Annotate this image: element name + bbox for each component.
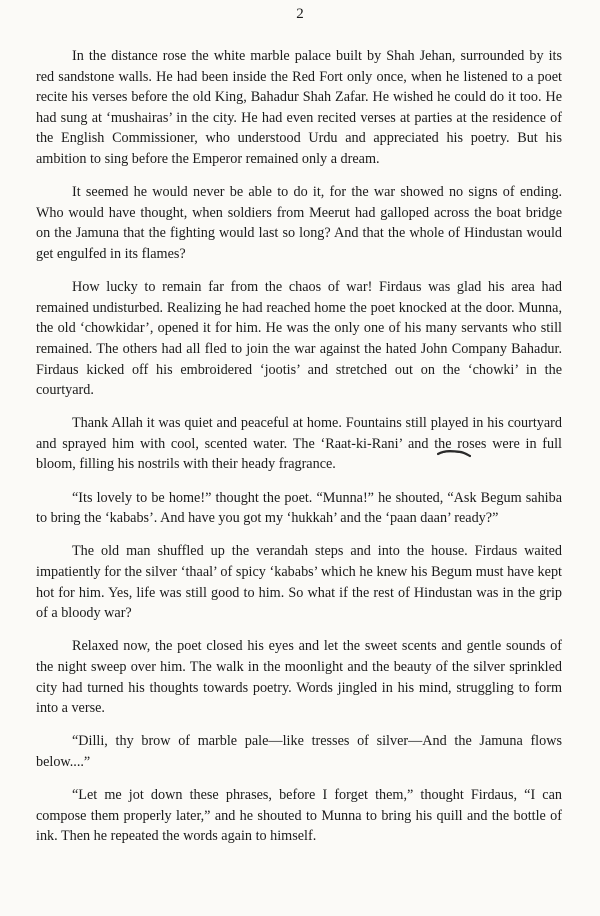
- story-text: [36, 46, 562, 847]
- paragraph-3: How lucky to remain far from the chaos of war! Firdaus was glad his area had remained undisturbed. Realizing he had reached home the poet knocked at the door. Munna, the old ‘chowkidar’, opened it for him. He was the only one of his many servants who still remained. The others had all fled to join the war against the hated John Company Bahadur. Firdaus kicked off his embroidered ‘jootis’ and stretched out on the ‘chowki’ in the courtyard.: [36, 279, 562, 399]
- paragraph-5: “Its lovely to be home!” thought the poet. “Munna!” he shouted, “Ask Begum sahiba to bring the ‘kababs’. And have you got my ‘hukkah’ and the ‘paan daan’ ready?”: [36, 489, 562, 527]
- paragraph-4: Thank Allah it was quiet and peaceful at home. Fountains still played in his courtyard and sprayed him with cool, scented water. The ‘Raat-ki-Rani’ and the roses were in full bloom, filling his nostrils with their heady fragrance.: [36, 415, 562, 473]
- paragraph-9: “Let me jot down these phrases, before I forget them,” thought Firdaus, “I can compose them properly later,” and he shouted to Munna to bring his quill and the bottle of ink. Then he repeated the words again to himself.: [36, 787, 562, 845]
- page-number: 2: [296, 6, 304, 22]
- ink-smudge-mark: [437, 448, 471, 458]
- paragraph-1: In the distance rose the white marble palace built by Shah Jehan, surrounded by its red sandstone walls. He had been inside the Red Fort only once, when he listened to a poet recite his verses before the old King, Bahadur Shah Zafar. He wished he could do it too. He had sung at ‘mushairas’ in the city. He had even recited verses at parties at the residence of the English Commissioner, who understood Urdu and appreciated his poetry. But his ambition to sing before the Emperor remained only a dream.: [36, 48, 562, 167]
- paragraph-8: “Dilli, thy brow of marble pale—like tresses of silver—And the Jamuna flows below....”: [36, 733, 562, 770]
- paragraph-6: The old man shuffled up the verandah steps and into the house. Firdaus waited impatiently for the silver ‘thaal’ of spicy ‘kababs’ which he knew his Begum must have kept hot for him. Yes, life was still good to him. So what if the rest of Hindustan was in the grip of a bloody war?: [36, 543, 562, 622]
- paragraph-2: It seemed he would never be able to do it, for the war showed no signs of ending. Who would have thought, when soldiers from Meerut had galloped across the boat bridge on the Jamuna that the fighting would last so long? And that the whole of Hindustan would get engulfed in its flames?: [36, 184, 562, 262]
- paragraph-7: Relaxed now, the poet closed his eyes and let the sweet scents and gentle sounds of the night sweep over him. The walk in the moonlight and the beauty of the silver sprinkled city had turned his thoughts towards poetry. Words jingled in his mind, struggling to form into a verse.: [36, 638, 562, 717]
